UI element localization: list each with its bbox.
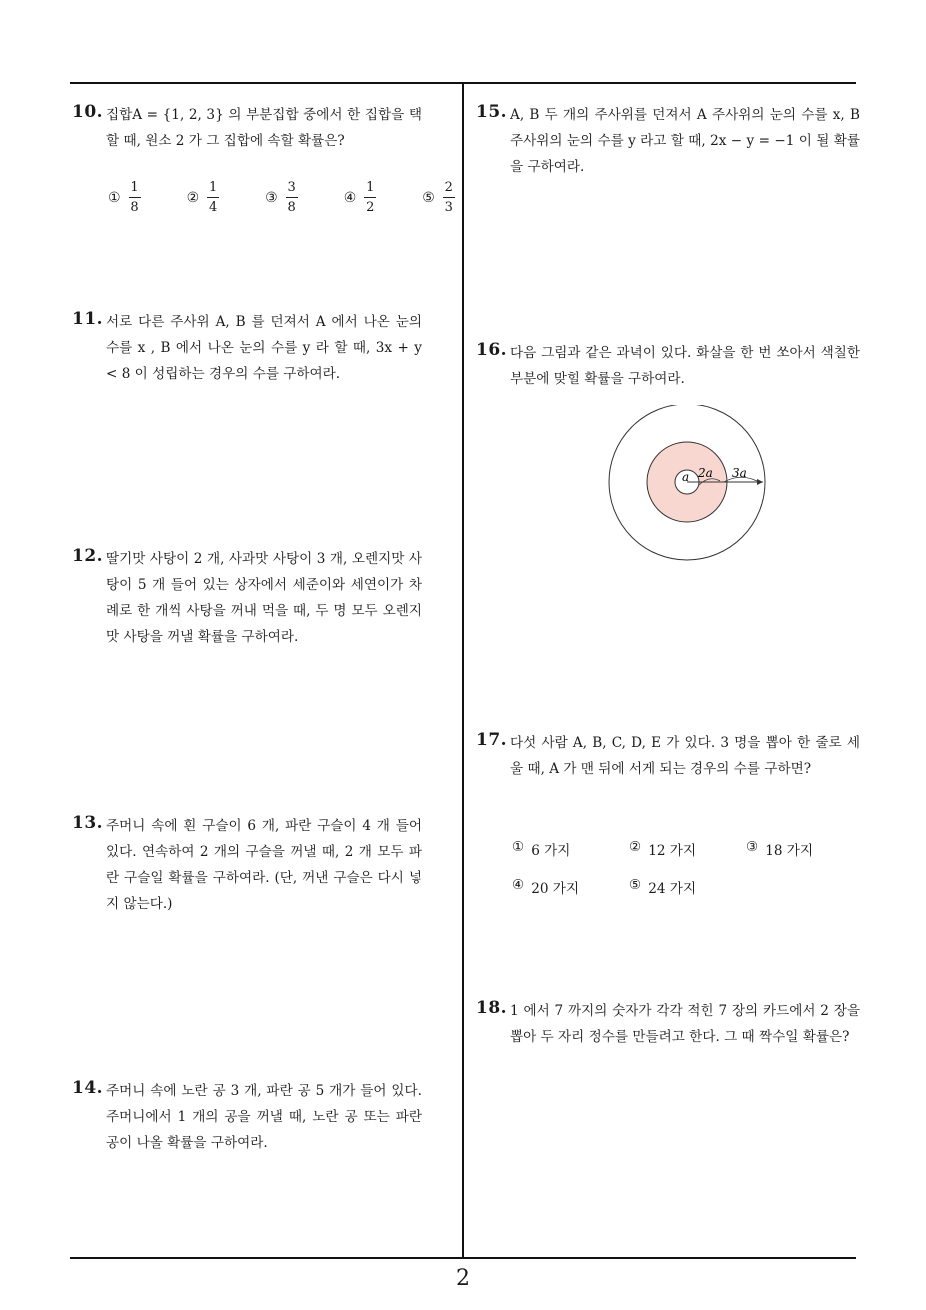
answer-choices-row-2 bbox=[512, 877, 746, 897]
column-divider bbox=[462, 82, 464, 1259]
question-text: 주머니 속에 흰 구슬이 6 개, 파란 구슬이 4 개 들어 있다. 연속하여 2 개의 구슬을 꺼낼 때, 2 개 모두 파란 구슬일 확률을 구하여라. (단, 꺼낸 구슬은 다시 넣지 않는다.) bbox=[106, 818, 422, 912]
choice-5[interactable]: ⑤ $\frac{2}{3}$ bbox=[422, 180, 453, 215]
question-text: 다섯 사람 A, B, C, D, E 가 있다. 3 명을 뽑아 한 줄로 세울 때, A 가 맨 뒤에 서게 되는 경우의 수를 구하면? bbox=[510, 735, 861, 777]
choice-2[interactable]: ② 12 가지 bbox=[629, 839, 697, 859]
choice-4[interactable]: ④ 20 가지 bbox=[512, 877, 580, 897]
question-18 bbox=[476, 998, 860, 1050]
label-2a: 2a bbox=[698, 466, 713, 480]
fraction: $\frac{1}{4}$ bbox=[208, 180, 218, 215]
question-number: 16. bbox=[476, 340, 508, 360]
question-number: 13. bbox=[72, 813, 104, 833]
question-text: 딸기맛 사탕이 2 개, 사과맛 사탕이 3 개, 오렌지맛 사탕이 5 개 들어 있는 상자에서 세준이와 세연이가 차례로 한 개씩 사탕을 꺼내 먹을 때, 두 명 모두 오렌지맛 사탕을 꺼낼 확률을 구하여라. bbox=[106, 551, 422, 645]
question-text: 다음 그림과 같은 과녁이 있다. 화살을 한 번 쏘아서 색칠한 부분에 맞힐 확률을 구하여라. bbox=[510, 345, 860, 387]
question-16 bbox=[476, 340, 860, 392]
page-number: 2 bbox=[456, 1266, 470, 1291]
choice-1[interactable]: ① 6 가지 bbox=[512, 839, 571, 859]
fraction: $\frac{1}{2}$ bbox=[366, 180, 375, 215]
target-figure bbox=[600, 405, 780, 565]
question-number: 18. bbox=[476, 998, 508, 1018]
fraction: $\frac{3}{8}$ bbox=[287, 180, 296, 215]
question-number: 14. bbox=[72, 1078, 104, 1098]
answer-choices-row-1 bbox=[512, 839, 863, 859]
question-number: 15. bbox=[476, 102, 508, 122]
answer-choices bbox=[108, 180, 501, 215]
choice-4[interactable]: ④ $\frac{1}{2}$ bbox=[343, 180, 375, 215]
choice-1[interactable]: ① $\frac{1}{8}$ bbox=[108, 180, 139, 215]
question-11 bbox=[72, 309, 422, 387]
question-text: A, B 두 개의 주사위를 던져서 A 주사위의 눈의 수를 x, B 주사위의 눈의 수를 y 라고 할 때, 2x − y = −1 이 될 확률을 구하여라. bbox=[510, 107, 860, 175]
question-text: 주머니 속에 노란 공 3 개, 파란 공 5 개가 들어 있다. 주머니에서 1 개의 공을 꺼낼 때, 노란 공 또는 파란 공이 나올 확률을 구하여라. bbox=[106, 1083, 422, 1151]
fraction: $\frac{2}{3}$ bbox=[444, 180, 453, 215]
question-15 bbox=[476, 102, 860, 180]
label-a: a bbox=[682, 470, 690, 484]
question-number: 11. bbox=[72, 309, 104, 329]
question-number: 12. bbox=[72, 546, 104, 566]
question-17 bbox=[476, 730, 860, 782]
choice-2[interactable]: ② $\frac{1}{4}$ bbox=[186, 180, 218, 215]
fraction: $\frac{1}{8}$ bbox=[130, 180, 139, 215]
question-number: 17. bbox=[476, 730, 508, 750]
choice-5[interactable]: ⑤ 24 가지 bbox=[629, 877, 697, 897]
question-text: 서로 다른 주사위 A, B 를 던져서 A 에서 나온 눈의 수를 x , B 에서 나온 눈의 수를 y 라 할 때, 3x + y < 8 이 성립하는 경우의 수를 구하여라. bbox=[106, 314, 422, 382]
choice-3[interactable]: ③ $\frac{3}{8}$ bbox=[265, 180, 296, 215]
question-13 bbox=[72, 813, 422, 917]
question-14 bbox=[72, 1078, 422, 1156]
question-10 bbox=[72, 102, 422, 154]
label-3a: 3a bbox=[732, 466, 747, 480]
choice-3[interactable]: ③ 18 가지 bbox=[746, 839, 814, 859]
question-text: 1 에서 7 까지의 숫자가 각각 적힌 7 장의 카드에서 2 장을 뽑아 두 자리 정수를 만들려고 한다. 그 때 짝수일 확률은? bbox=[510, 1003, 860, 1045]
question-number: 10. bbox=[72, 102, 104, 122]
question-12 bbox=[72, 546, 422, 650]
question-text: 집합A = {1, 2, 3} 의 부분집합 중에서 한 집합을 택할 때, 원소 2 가 그 집합에 속할 확률은? bbox=[106, 107, 422, 149]
bottom-rule bbox=[70, 1257, 856, 1259]
